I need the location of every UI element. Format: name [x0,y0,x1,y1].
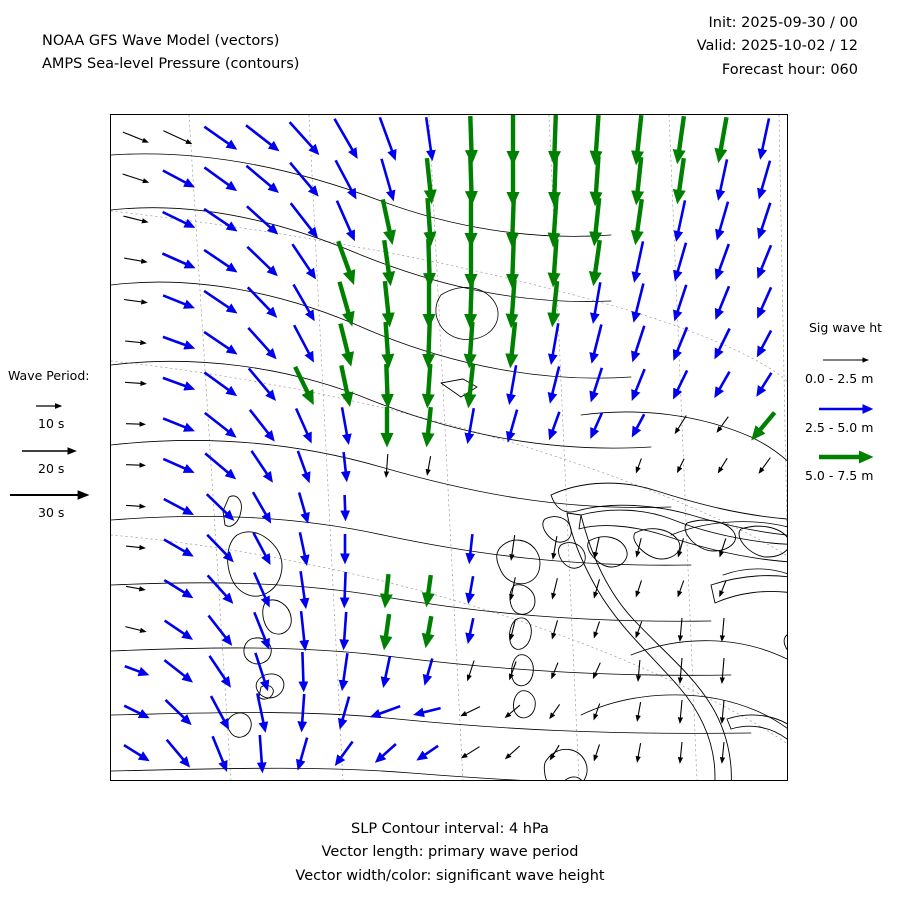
wave-vector-arrow [204,291,234,311]
wave-vector-arrow [296,409,310,440]
wave-vector-arrow [469,364,473,402]
wave-vector-arrow [675,327,687,357]
wave-vector-arrow [469,618,474,640]
wave-vector-arrow [126,505,144,506]
wave-vector-arrow [254,573,268,604]
wave-vector-arrow [722,618,724,640]
wave-vector-arrow [164,499,190,513]
wave-vector-arrow [166,700,189,722]
wave-vector-arrow [511,322,515,362]
wave-vector-arrow [163,171,191,186]
wave-vector-arrow [126,546,144,548]
wave-vector-arrow [592,368,602,398]
wave-vector-arrow [163,459,190,471]
wave-vector-arrow [552,323,559,360]
wave-vector-arrow [302,694,304,728]
wave-vector-arrow [551,412,560,436]
wave-vector-arrow [247,247,274,273]
wave-vector-arrow [462,707,480,716]
isobar-contour [436,287,498,339]
wave-vector-arrow [123,216,146,222]
wave-vector-arrow [678,459,684,472]
wave-vector-arrow [126,424,144,425]
wave-vector-arrow [676,285,687,317]
coastline-path [784,632,787,659]
header-title-line-1: NOAA GFS Wave Model (vectors) [42,33,280,49]
sig-wave-height-legend [805,320,891,497]
wave-vector-arrow [301,611,305,647]
wave-vector-arrow [248,328,273,356]
wave-vector-arrow [386,574,389,602]
wave-vector-arrow [596,115,599,159]
wave-vector-arrow [720,538,726,555]
wave-vector-arrow [295,367,311,399]
wave-vector-arrow [205,413,233,435]
wave-vector-arrow [163,212,192,226]
wave-vector-arrow [344,452,347,478]
coastline-path [228,532,282,596]
isobar-contour [581,695,787,780]
wave-vector-arrow [427,407,431,441]
wave-vector-arrow [299,738,307,767]
sig-wave-height-legend-title: Sig wave ht [809,320,883,335]
wave-vector-arrow [340,282,351,320]
wave-vector-arrow [759,373,772,393]
wave-vector-arrow [167,740,188,765]
wave-vector-arrow [204,167,233,188]
sigwave-arrow-low [805,352,891,368]
wave-vector-arrow [470,116,471,158]
wave-vector-arrow [593,325,602,360]
wave-vector-arrow [336,160,355,195]
footer-contour-interval: SLP Contour interval: 4 hPa [351,821,549,837]
wave-vector-arrow [551,367,559,400]
wave-vector-arrow [552,663,558,678]
wave-vector-arrow [596,156,599,200]
wave-vector-arrow [722,658,724,682]
wave-vector-arrow [385,614,389,644]
wave-vector-arrow [720,581,726,596]
wave-vector-arrow [125,666,146,674]
wave-vector-arrow [246,166,275,190]
period-arrow-20s [8,443,108,459]
wave-vector-arrow [428,198,431,240]
wave-vector-arrow [428,322,429,362]
wave-vector-arrow [553,281,557,321]
header-left [42,30,299,77]
wave-vector-arrow [163,378,191,388]
wave-vector-arrow [638,660,640,680]
wave-vector-arrow [204,209,234,229]
wave-vector-arrow [420,746,438,758]
wave-vector-arrow [124,745,146,759]
wave-vector-arrow [165,621,190,638]
wave-vector-arrow [342,407,348,440]
wave-vector-arrow [378,744,396,760]
wave-vector-arrow [427,158,431,198]
wave-vector-arrow [292,244,313,276]
wave-vector-arrow [511,577,516,599]
wave-vector-arrow [338,241,352,279]
wave-vector-arrow [341,697,349,726]
wave-vector-arrow [211,696,227,726]
wave-vector-arrow [386,322,389,362]
wave-vector-arrow [426,659,433,682]
wave-vector-arrow [162,254,191,267]
wave-vector-arrow [680,658,682,682]
wave-vector-arrow [299,493,307,520]
wave-vector-arrow [506,746,519,758]
wave-vector-arrow [680,700,682,722]
coastline-path [263,600,292,634]
wave-vector-arrow [594,240,600,280]
coastline-path [497,540,540,584]
wave-vector-arrow [675,370,687,395]
wave-vector-arrow [209,616,230,643]
wave-vector-arrow [761,118,769,155]
wave-vector-arrow [417,708,440,714]
wave-vector-arrow [718,417,729,432]
wave-vector-arrow [250,410,272,438]
wave-vector-arrow [260,735,262,769]
coastline-path [727,715,787,780]
wave-vector-arrow [512,197,514,241]
wave-vector-arrow [511,535,514,559]
graticule-line [429,115,463,780]
wave-vector-arrow [428,364,431,402]
wave-vector-arrow [380,117,394,156]
wave-vector-arrow [634,326,645,358]
wave-vector-arrow [427,456,430,474]
wave-vector-arrow [469,576,473,600]
wave-vector-arrow [551,745,559,759]
wave-vector-arrow [637,538,641,555]
wave-vector-arrow [337,201,353,238]
wave-vector-arrow [554,197,557,241]
wave-vector-arrow [554,156,556,200]
wave-period-legend-title: Wave Period: [8,368,90,383]
graticule-line [111,535,787,745]
wave-vector-arrow [341,365,348,400]
wave-vector-arrow [553,536,557,558]
coastline-path [711,576,787,627]
wave-vector-arrow [637,157,641,199]
period-label-20s: 20 s [38,460,65,476]
wave-vector-arrow [717,286,729,316]
wave-vector-arrow [633,369,644,397]
coastline-path [567,513,731,780]
wave-vector-arrow [382,159,393,197]
wave-vector-arrow [635,241,643,278]
wave-vector-arrow [126,465,144,466]
wave-vector-arrow [759,287,771,314]
wave-vector-arrow [594,704,599,719]
wave-vector-arrow [595,537,599,557]
wave-vector-arrow [204,127,233,148]
forecast-hour: Forecast hour: 060 [721,61,858,78]
header-title-line-2: AMPS Sea-level Pressure (contours) [42,56,300,73]
valid-time: Valid: 2025-10-02 / 12 [696,38,858,55]
wave-vector-arrow [506,705,520,717]
wave-vector-arrow [337,742,352,763]
wave-vector-arrow [383,199,391,238]
wave-vector-arrow [384,656,390,683]
isobar-contour [111,440,671,507]
wave-vector-arrow [291,203,316,235]
wave-vector-arrow [760,458,771,473]
wave-vector-arrow [635,284,644,319]
wave-vector-arrow [213,736,226,768]
wave-vector-arrow [678,581,683,596]
wave-vector-arrow [204,332,234,352]
coastline-path [551,483,787,537]
wave-vector-arrow [294,285,313,318]
wave-vector-arrow [125,341,145,343]
wave-vector-arrow [722,742,724,762]
wave-vector-arrow [722,700,724,722]
period-arrow-10s [8,398,108,414]
wave-vector-arrow [294,325,312,359]
wave-vector-arrow [124,258,146,262]
wave-vector-arrow [427,575,431,601]
wave-vector-arrow [553,578,558,597]
isobar-contour [111,713,751,734]
period-arrow-30s [8,487,108,503]
wave-vector-arrow [164,580,189,596]
wave-vector-arrow [246,125,276,148]
isobar-contour [111,516,691,565]
wave-vector-arrow [385,281,389,321]
wave-vector-arrow [163,131,190,144]
graticule-line [309,115,343,780]
isobar-contour [111,361,651,448]
wave-vector-arrow [718,202,728,237]
coastline-path [588,537,627,567]
wave-vector-arrow [676,416,687,433]
wave-vector-arrow [126,586,144,589]
footer-vector-width: Vector width/color: significant wave height [295,867,605,884]
wave-vector-arrow [677,200,685,237]
wave-vector-arrow [595,621,600,636]
wave-vector-arrow [592,413,602,435]
wave-vector-arrow [637,743,640,761]
wave-vector-arrow [204,372,233,393]
wave-vector-arrow [125,627,144,632]
wave-vector-arrow [717,244,729,276]
wave-vector-arrow [252,451,271,479]
coastline-path [510,585,535,615]
wave-vector-arrow [509,410,517,439]
wave-vector-arrow [344,612,346,646]
isobar-contour [111,282,631,378]
wave-vector-arrow [717,372,730,395]
wave-vector-arrow [123,132,147,142]
wave-vector-arrow [595,198,599,240]
isobar-contour [631,641,787,765]
wave-vector-arrow [374,706,400,716]
wave-vector-arrow [345,495,346,517]
sigwave-arrow-mid [805,401,891,417]
wave-vector-arrow [468,661,474,680]
wave-vector-arrow [594,663,601,678]
wave-vector-arrow [253,492,269,520]
wave-vector-arrow [208,575,231,600]
sigwave-label-high: 5.0 - 7.5 m [805,467,874,483]
wave-vector-arrow [634,414,644,433]
wave-vector-arrow [676,243,686,278]
wave-vector-arrow [760,203,771,235]
wave-vector-arrow [386,364,387,402]
wave-vector-arrow [426,117,432,157]
sigwave-arrow-high [805,449,891,465]
coastline-path [544,749,587,780]
wave-vector-arrow [205,453,233,476]
graticule-line [779,115,787,635]
wave-vector-arrow [759,245,771,275]
wave-vector-arrow [595,744,600,759]
wave-vector-arrow [759,331,771,354]
wave-vector-arrow [512,238,514,282]
map-plot-area [110,114,788,781]
wave-vector-arrow [384,240,390,280]
wave-vector-arrow [678,158,684,198]
wave-vector-arrow [163,337,191,347]
wave-vector-arrow [470,534,473,560]
wave-vector-arrow [470,157,471,199]
wave-vector-arrow [125,382,145,383]
wave-vector-arrow [550,704,559,717]
wave-vector-arrow [637,580,642,595]
wave-vector-arrow [468,408,474,440]
wave-vector-arrow [510,365,516,400]
wave-vector-arrow [470,280,471,322]
wave-vector-arrow [164,660,189,680]
isobar-contour [111,768,771,780]
wave-vector-arrow [343,653,348,687]
coastline-path [510,618,532,649]
coastline-path [227,713,251,737]
map-vector-field [111,115,787,780]
wave-vector-arrow [553,620,558,637]
coastline-layer [223,379,787,780]
wave-vector-arrow [298,451,308,479]
wave-vector-arrow [254,612,267,645]
wave-vector-arrow [637,115,642,159]
period-label-10s: 10 s [38,416,65,432]
wave-vector-arrow [248,287,274,314]
wave-vector-arrow [636,199,642,239]
isobar-contour [111,208,611,302]
header-right [697,12,858,82]
wave-vector-arrow [163,418,191,429]
wave-vector-arrow [163,295,191,306]
wave-vector-arrow [755,413,774,436]
wave-vector-arrow [344,572,345,604]
coastline-path [559,543,586,569]
wave-vector-arrow [720,117,727,156]
wave-vector-arrow [637,702,640,720]
wave-vector-arrow [463,747,480,758]
wave-vector-arrow [335,119,356,155]
wave-vector-arrow [678,116,684,158]
wave-vector-arrow [123,174,148,182]
wave-vector-arrow [719,159,727,196]
wave-vector-arrow [210,656,229,684]
wave-vector-arrow [300,532,306,561]
wave-vector-arrow [301,571,306,605]
coastline-path [514,691,536,718]
wave-vector-arrow [164,540,190,555]
wave-vector-arrow [470,322,473,362]
wave-vector-arrow [716,329,729,356]
wave-vector-arrow [254,533,269,561]
wave-vector-arrow [554,239,557,281]
init-time: Init: 2025-09-30 / 00 [708,15,858,31]
wave-vector-arrow [302,652,303,688]
wave-vector-arrow [249,368,273,397]
wave-vector-arrow [512,280,515,322]
footer-notes [0,818,900,888]
wave-vector-arrow [428,239,429,281]
sigwave-label-mid: 2.5 - 5.0 m [805,419,874,435]
wave-vector-arrow [427,616,432,642]
wave-vector-arrow [760,161,770,196]
wave-vector-arrow [340,324,349,361]
coastline-path [558,777,585,780]
period-label-30s: 30 s [38,504,65,520]
wave-vector-arrow [719,458,727,472]
sigwave-label-low: 0.0 - 2.5 m [805,371,874,387]
wave-vector-arrow [204,250,234,270]
wave-vector-arrow [595,579,600,596]
footer-vector-length: Vector length: primary wave period [321,844,579,861]
wave-vector-arrow [207,494,231,518]
coastline-path [259,685,273,699]
wave-vector-arrow [386,454,388,476]
wave-vector-arrow [290,122,317,152]
wave-vector-arrow [637,458,642,471]
wave-vector-arrow [124,300,146,303]
wave-period-legend [8,368,108,531]
wave-vector-arrow [554,115,556,159]
wave-vector-arrow [680,742,682,762]
isobar-contour [723,569,787,655]
